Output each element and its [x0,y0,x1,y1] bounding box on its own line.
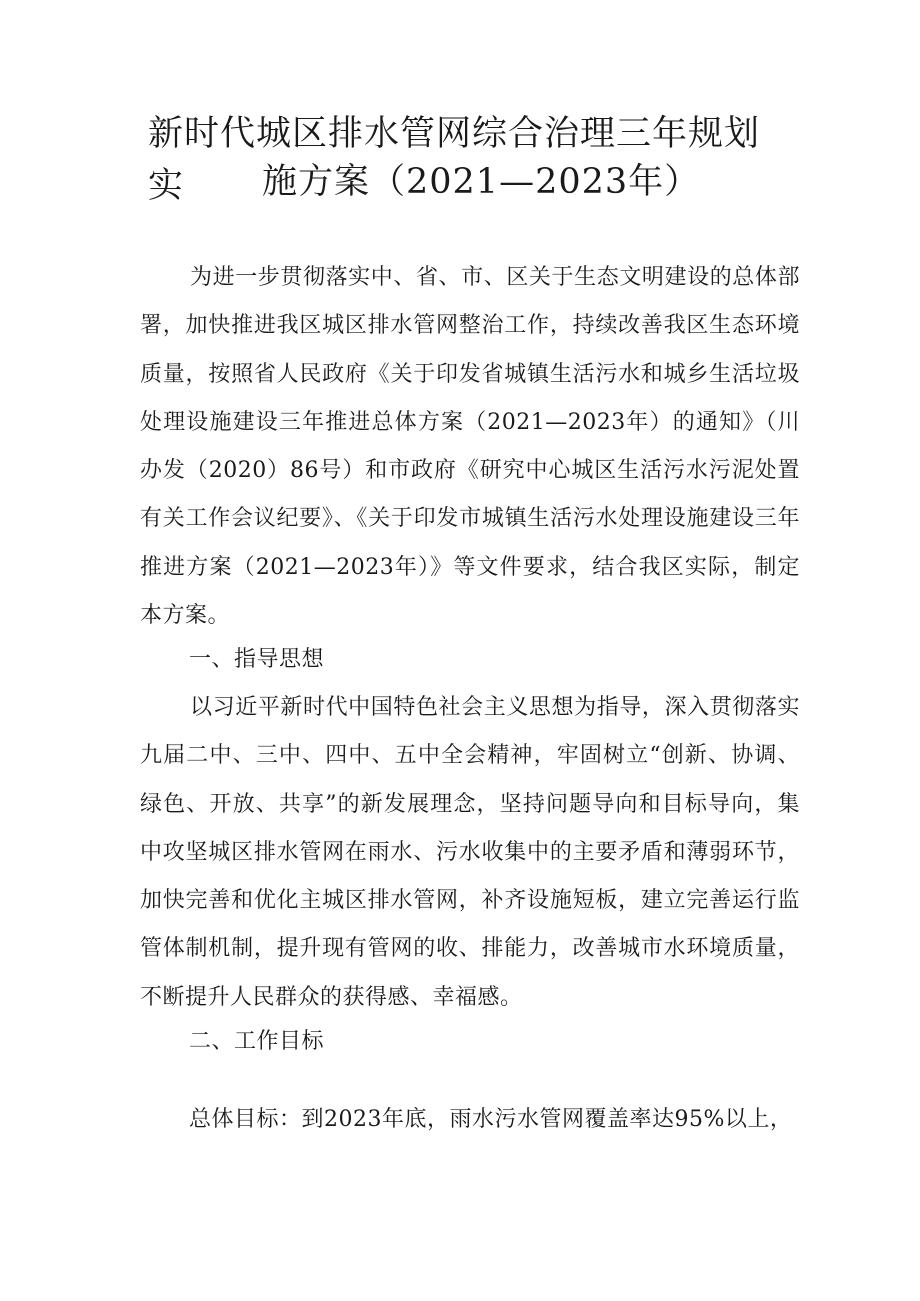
intro-paragraph: 为进一步贯彻落实中、省、市、区关于生态文明建设的总体部署，加快推进我区城区排水管网整治工作，持续改善我区生态环境质量，按照省人民政府《关于印发省城镇生活污水和城乡生活垃圾处理设施建设三年推进总体方案（2021—2023年）的通知》（川办发（2020）86号）和市政府《研究中心城区生活污水污泥处置有关工作会议纪要》、《关于印发市城镇生活污水处理设施建设三年推进方案（2021—2023年）》等文件要求，结合我区实际，制定本方案。 [140,265,800,629]
document-title-line-1: 新时代城区排水管网综合治理三年规划实 [148,114,761,206]
section-heading-work-goals: 二、工作目标 [189,1029,325,1054]
document-title-line-2: 施方案（2021—2023年） [262,162,701,202]
work-goals-paragraph: 总体目标：到2023年底，雨水污水管网覆盖率达95%以上， [189,1107,793,1132]
section-heading-guiding-ideology: 一、指导思想 [189,647,325,672]
guiding-ideology-paragraph: 以习近平新时代中国特色社会主义思想为指导，深入贯彻落实九届二中、三中、四中、五中全会精神，牢固树立“创新、协调、绿色、开放、共享”的新发展理念，坚持问题导向和目标导向，集中攻坚城区排水管网在雨水、污水收集中的主要矛盾和薄弱环节，加快完善和优化主城区排水管网，补齐设施短板，建立完善运行监管体制机制，提升现有管网的收、排能力，改善城市水环境质量，不断提升人民群众的获得感、幸福感。 [140,695,800,1010]
